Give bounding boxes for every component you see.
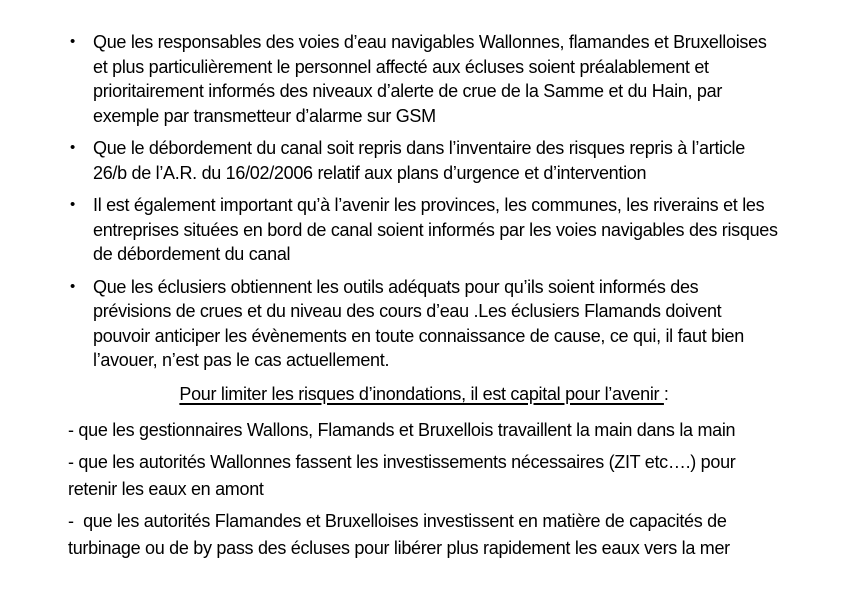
bullet-icon: • <box>70 33 75 50</box>
section-heading-underlined-text: Pour limiter les risques d’inondations, il est capital pour l’avenir <box>179 383 664 404</box>
bullet-text: Que les responsables des voies d’eau navigables Wallonnes, flamandes et Bruxelloises et plus particulièrement le personnel affecté aux écluses soient préalablement et prioritairement informés des niveaux d’alerte de crue de la Samme et du Hain, par exemple par transmetteur d’alarme sur GSM <box>93 32 772 126</box>
paragraph-gestionnaires: - que les gestionnaires Wallons, Flamands et Bruxellois travaillent la main dans la main <box>68 419 736 440</box>
bullet-text: Que le débordement du canal soit repris dans l’inventaire des risques repris à l’article 26/b de l’A.R. du 16/02/2006 relatif aux plans d’urgence et d’intervention <box>93 138 750 183</box>
bullet-item <box>68 136 780 185</box>
bullet-list <box>68 30 783 373</box>
bullet-icon: • <box>70 139 75 156</box>
bullet-icon: • <box>70 277 75 295</box>
bullet-text: Que les éclusiers obtiennent les outils adéquats pour qu’ils soient informés des prévisions de crues et du niveau des cours d’eau .Les éclusiers Flamands doivent pouvoir anticiper les évènements en toute connaissance de cause, ce qui, il faut bien l’avouer, n’est pas le cas actuellement. <box>93 276 749 370</box>
bullet-item <box>68 193 783 267</box>
bullet-item <box>68 275 780 373</box>
paragraph-autorites-wallonnes: - que les autorités Wallonnes fassent les investissements nécessaires (ZIT etc….) pour retenir les eaux en amont <box>68 451 741 499</box>
section-heading <box>68 382 780 407</box>
bullet-item <box>68 30 780 128</box>
paragraph-autorites-flamandes: - que les autorités Flamandes et Bruxelloises investissent en matière de capacités de turbinage ou de by pass des écluses pour libérer plus rapidement les eaux vers la mer <box>68 510 732 558</box>
bullet-text: Il est également important qu’à l’avenir les provinces, les communes, les riverains et les entreprises situées en bord de canal soient informés par les voies navigables des risques de débordement du canal <box>93 195 783 264</box>
section-heading-colon: : <box>663 383 669 404</box>
bullet-icon: • <box>70 196 75 213</box>
